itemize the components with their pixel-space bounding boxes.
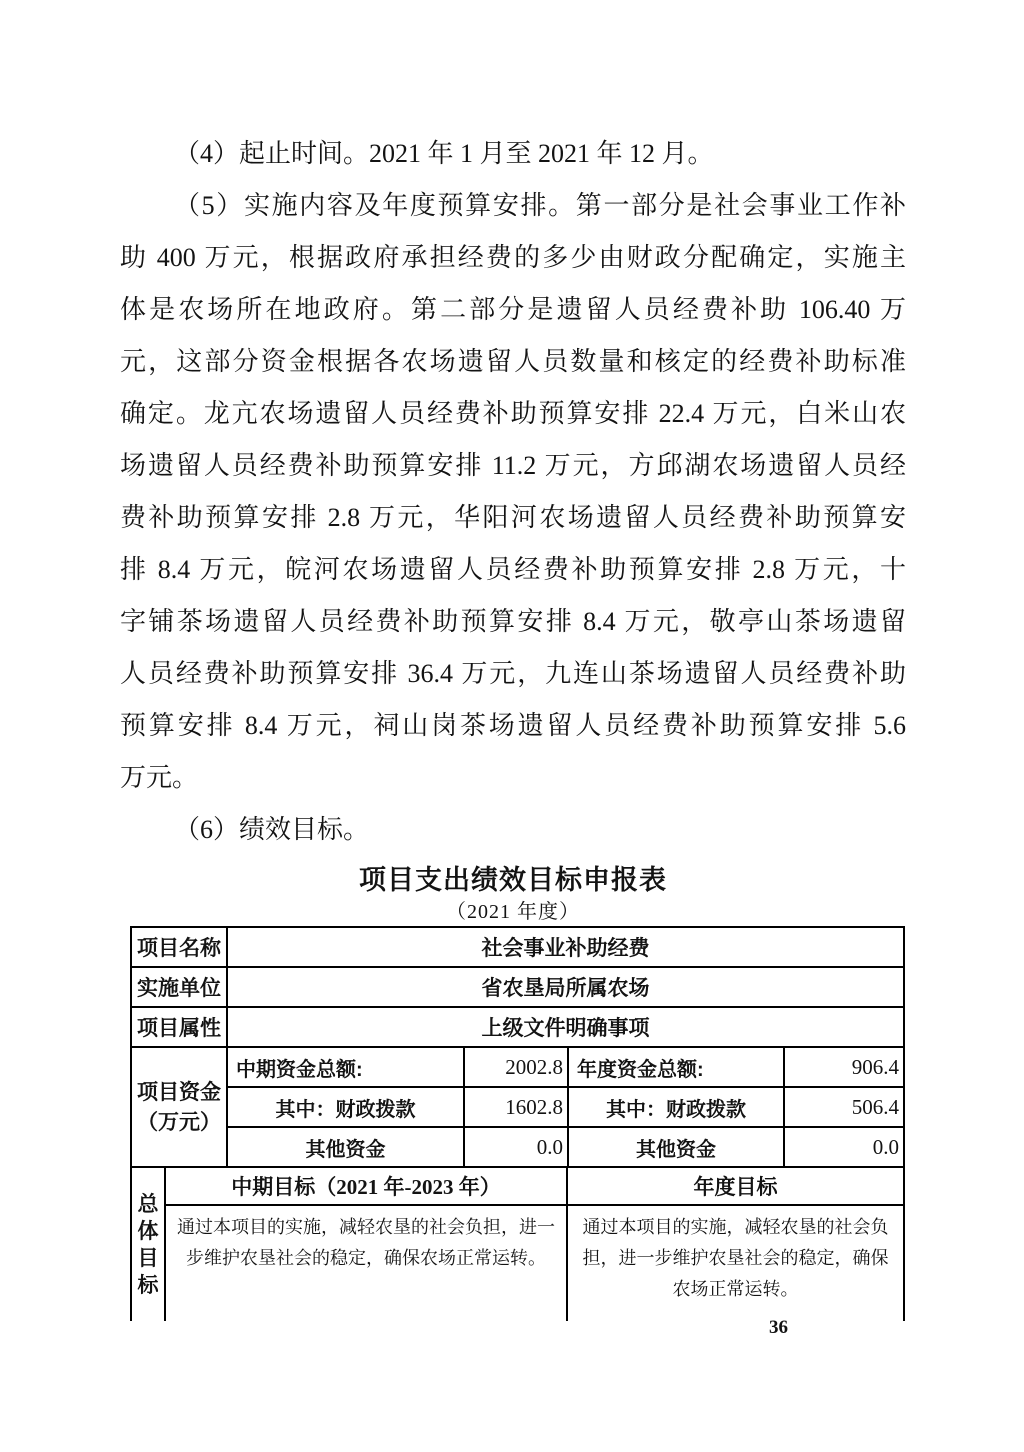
annual-fiscal-label: 其中：财政拨款 [569,1088,785,1128]
funding-label-line2: （万元） [137,1110,221,1134]
paragraph-5-line: 场遗留人员经费补助预算安排 11.2 万元，方邱湖农场遗留人员经 [120,451,906,480]
midterm-goal-text: 通过本项目的实施，减轻农垦的社会负担，进一步维护农垦社会的稳定，确保农场正常运转。 [166,1206,568,1321]
overall-goal-vertical-text: 总体目标 [137,1191,159,1297]
paragraph-4: （4）起止时间。2021 年 1 月至 2021 年 12 月。 [174,139,714,168]
paragraph-5-line: 排 8.4 万元，皖河农场遗留人员经费补助预算安排 2.8 万元，十 [120,555,906,584]
midterm-fiscal-label: 其中：财政拨款 [228,1088,465,1128]
row-label-project-name: 项目名称 [132,928,228,968]
table-goal-section [132,1168,903,1321]
annual-other-label: 其他资金 [569,1128,785,1168]
row-label-project-attribute: 项目属性 [132,1008,228,1048]
page-number: 36 [769,1317,788,1338]
annual-goal-text: 通过本项目的实施，减轻农垦的社会负担，进一步维护农垦社会的稳定，确保农场正常运转。 [582,1217,889,1299]
table-title: 项目支出绩效目标申报表 [359,865,667,895]
row-label-project-funding [132,1048,228,1168]
document-page [120,128,906,1321]
paragraph-5-line: 体是农场所在地政府。第二部分是遗留人员经费补助 106.40 万 [120,295,906,324]
value-project-attribute: 上级文件明确事项 [228,1008,903,1048]
paragraph-5-line: 预算安排 8.4 万元，祠山岗茶场遗留人员经费补助预算安排 5.6 [120,711,906,740]
midterm-other-value: 0.0 [465,1128,569,1168]
row-label-implementing-unit: 实施单位 [132,968,228,1008]
paragraph-5-line: 元，这部分资金根据各农场遗留人员数量和核定的经费补助标准 [120,347,906,376]
value-project-name: 社会事业补助经费 [228,928,903,968]
midterm-goal-header: 中期目标（2021 年-2023 年） [166,1168,568,1206]
midterm-other-label: 其他资金 [228,1128,465,1168]
annual-total-label: 年度资金总额: [569,1048,785,1088]
midterm-fiscal-value: 1602.8 [465,1088,569,1128]
table-subtitle: （2021 年度） [446,901,580,923]
paragraph-5-line: 字铺茶场遗留人员经费补助预算安排 8.4 万元，敬亭山茶场遗留 [120,607,906,636]
annual-other-value: 0.0 [785,1128,903,1168]
paragraph-5-line: 助 400 万元，根据政府承担经费的多少由财政分配确定，实施主 [120,243,906,272]
annual-fiscal-value: 506.4 [785,1088,903,1128]
paragraph-5-line: （5）实施内容及年度预算安排。第一部分是社会事业工作补 [174,191,906,220]
paragraph-5-line: 人员经费补助预算安排 36.4 万元，九连山茶场遗留人员经费补助 [120,659,906,688]
annual-total-value: 906.4 [785,1048,903,1088]
performance-target-table [130,926,905,1321]
funding-label-line1: 项目资金 [137,1080,221,1104]
value-implementing-unit: 省农垦局所属农场 [228,968,903,1008]
paragraph-5-line: 费补助预算安排 2.8 万元，华阳河农场遗留人员经费补助预算安 [120,503,906,532]
row-label-overall-goal [132,1168,166,1321]
paragraph-5-line: 万元。 [120,763,199,792]
annual-goal-header: 年度目标 [568,1168,903,1206]
paragraph-6: （6）绩效目标。 [174,815,370,844]
paragraph-5-line: 确定。龙亢农场遗留人员经费补助预算安排 22.4 万元，白米山农 [120,399,906,428]
midterm-total-label: 中期资金总额: [228,1048,465,1088]
paragraph-5 [120,180,906,804]
table-info-section [132,928,903,1048]
table-funding-section [132,1048,903,1168]
midterm-total-value: 2002.8 [465,1048,569,1088]
